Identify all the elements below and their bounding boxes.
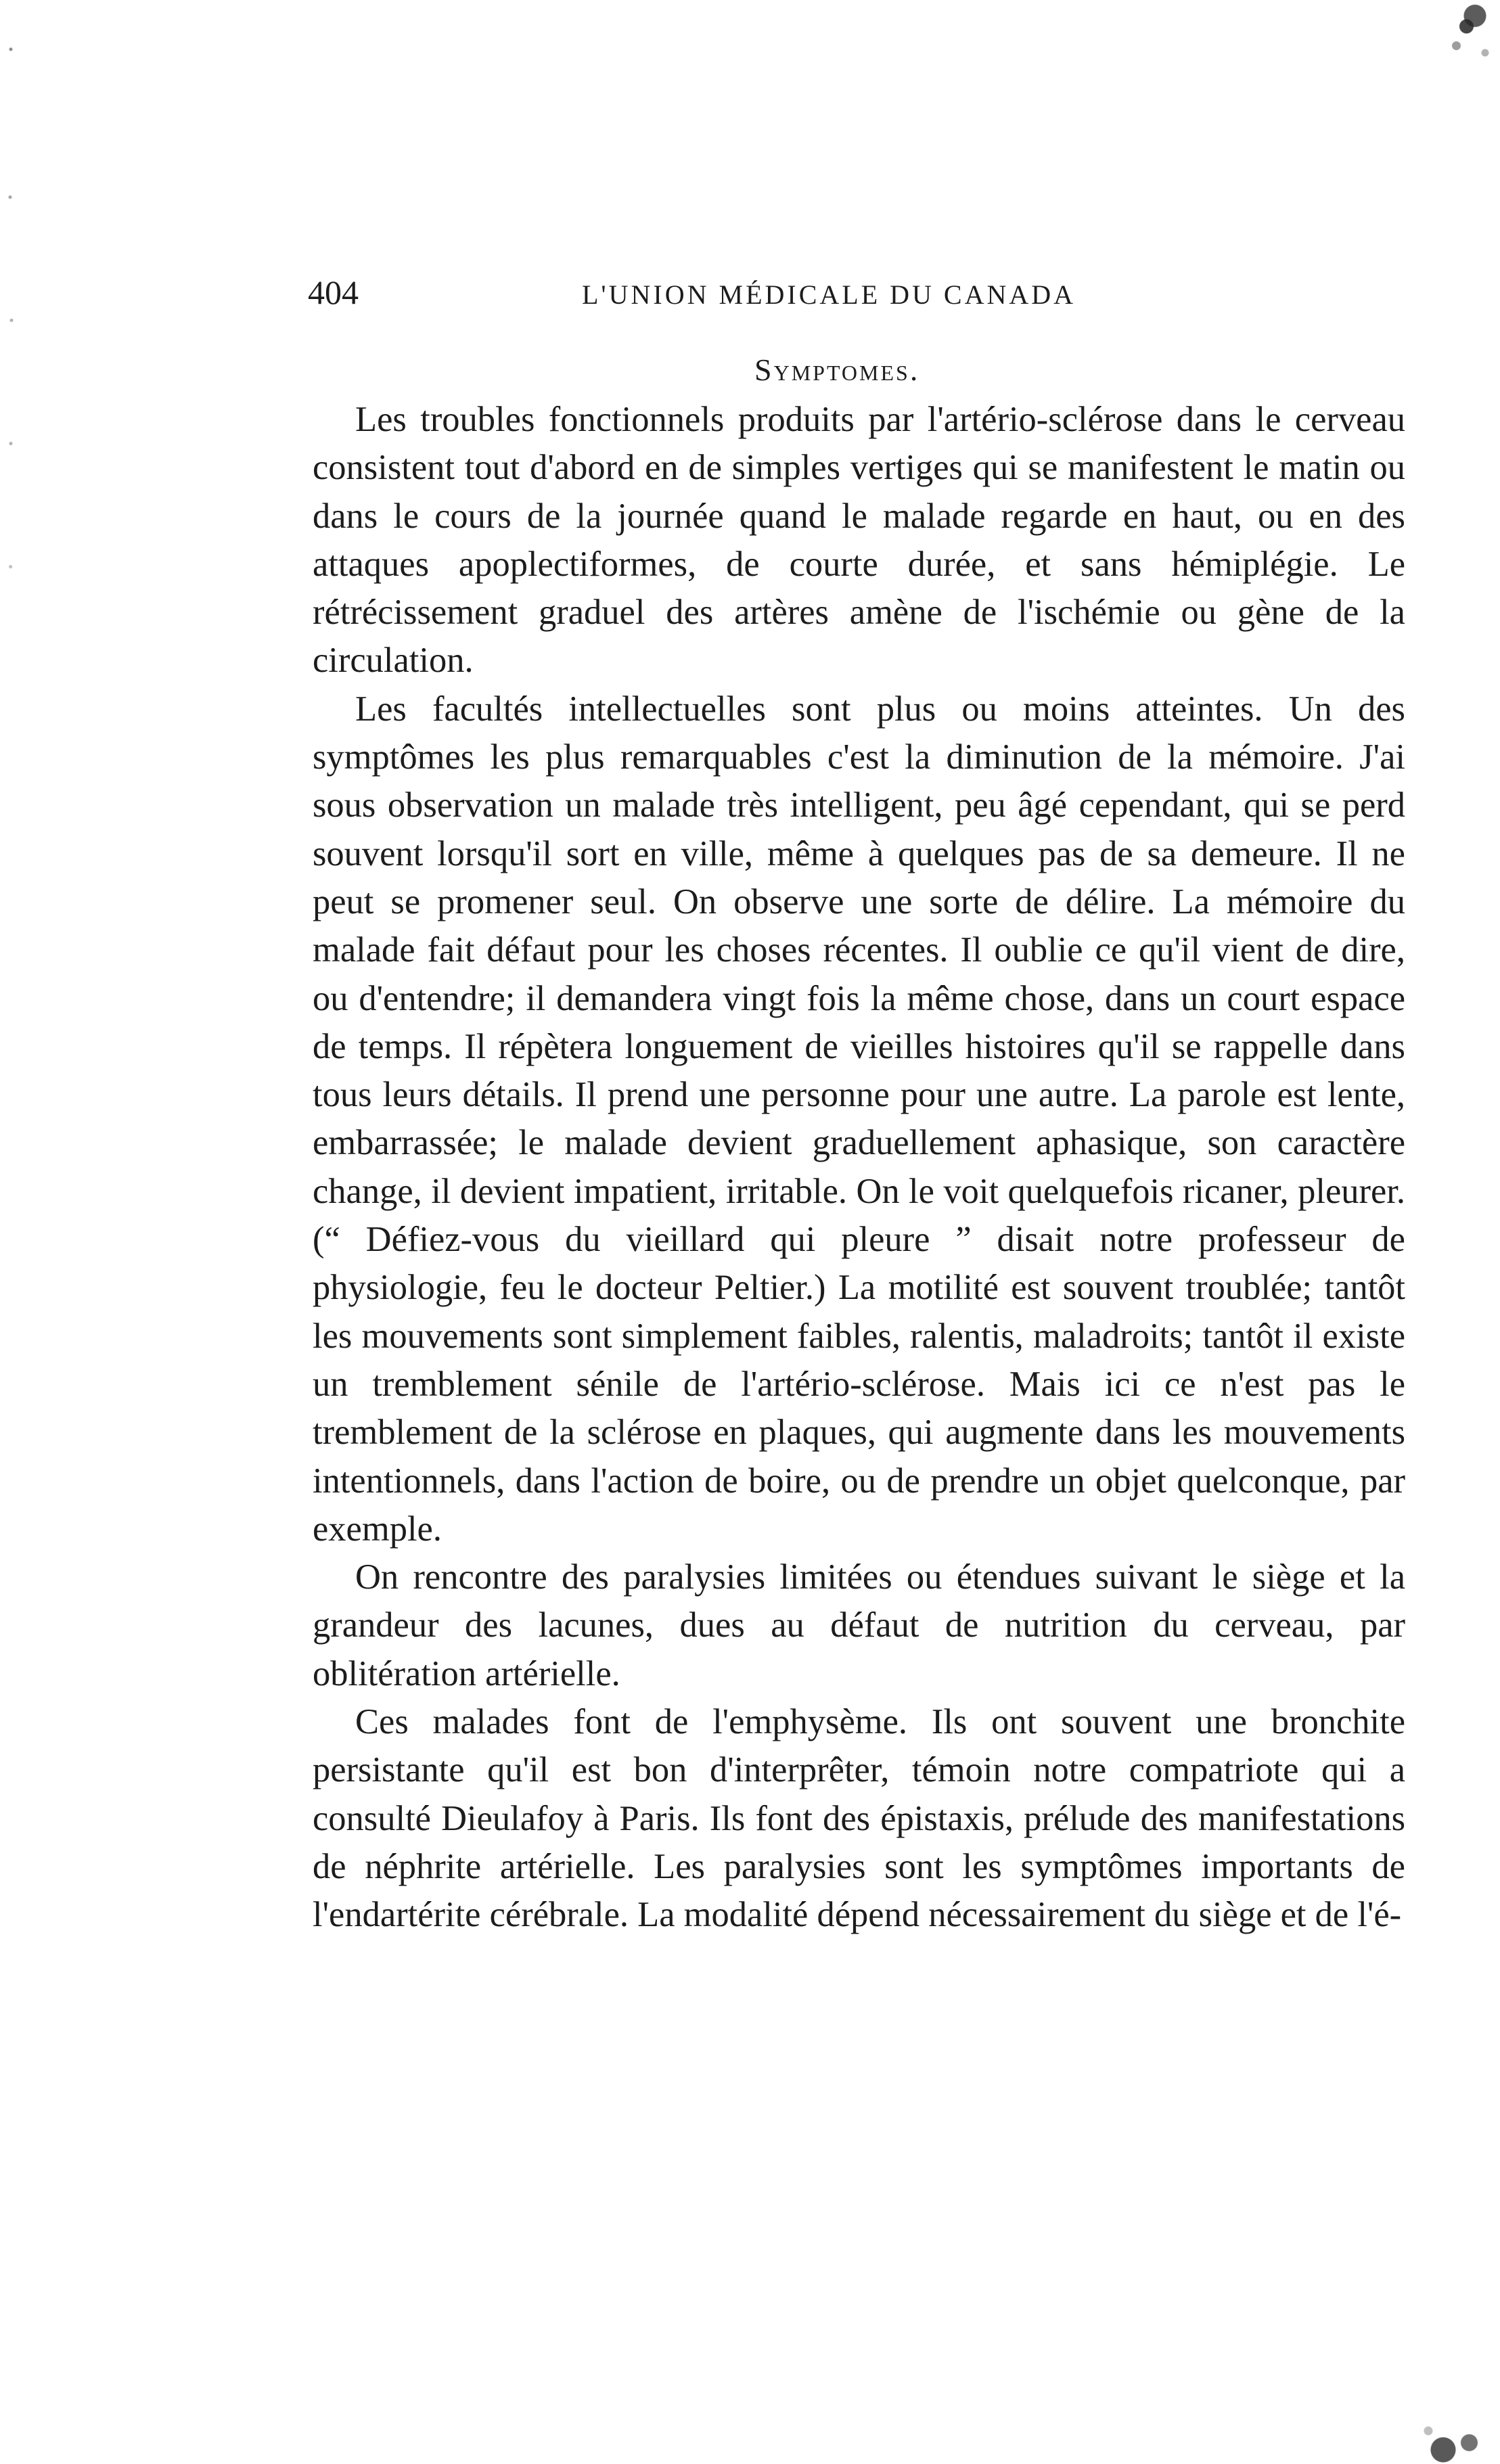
- section-title: Symptomes.: [754, 352, 920, 387]
- article-body: [313, 396, 1405, 1940]
- scan-edge-marks: [4, 0, 18, 2464]
- running-title: L'UNION MÉDICALE DU CANADA: [582, 279, 1076, 310]
- page-header: [308, 265, 1157, 319]
- paragraph-4: Ces malades font de l'emphysème. Ils ont souvent une bronchite persistante qu'il est bon d'interprêter, témoin notre compatriote qui a consulté Dieulafoy à Paris. Ils font des épistaxis, prélude des manifestations de néphrite artérielle. Les paralysies sont les symptômes importants de l'endartérite cérébrale. La modalité dépend nécessairement du siège et de l'é-: [313, 1702, 1405, 1935]
- paragraph-2: Les facultés intellectuelles sont plus ou moins atteintes. Un des symptômes les plus remarquables c'est la diminution de la mémoire. J'ai sous observation un malade très intelligent, peu âgé cependant, qui se perd souvent lorsqu'il sort en ville, même à quelques pas de sa demeure. Il ne peut se promener seul. On observe une sorte de délire. La mémoire du malade fait défaut pour les choses récentes. Il oublie ce qu'il vient de dire, ou d'entendre; il demandera vingt fois la même chose, dans un court espace de temps. Il répètera longuement de vieilles histoires qu'il se rappelle dans tous leurs détails. Il prend une personne pour une autre. La parole est lente, embarrassée; le malade devient graduellement aphasique, son caractère change, il devient impatient, irritable. On le voit quelquefois ricaner, pleurer. (“ Défiez-vous du vieillard qui pleure ” disait notre professeur de physiologie, feu le docteur Peltier.) La motilité est souvent troublée; tantôt les mouvements sont simplement faibles, ralentis, maladroits; tantôt il existe un tremblement sénile de l'artério-sclérose. Mais ici ce n'est pas le tremblement de la sclérose en plaques, qui augmente dans les mouvements intentionnels, dans l'action de boire, ou de prendre un objet quelconque, par exemple.: [313, 689, 1405, 1549]
- scan-smudge-top: [1407, 0, 1492, 88]
- page-number: 404: [308, 273, 359, 311]
- scan-smudge-bottom: [1413, 2417, 1488, 2464]
- paragraph-3: On rencontre des paralysies limitées ou étendues suivant le siège et la grandeur des lacunes, dues au défaut de nutrition du cerveau, par oblitération artérielle.: [313, 1557, 1405, 1693]
- paragraph-1: Les troubles fonctionnels produits par l'artério-sclérose dans le cerveau consistent tout d'abord en de simples vertiges qui se manifestent le matin ou dans le cours de la journée quand le malade regarde en haut, ou en des attaques apoplectiformes, de courte durée, et sans hémiplégie. Le rétrécissement graduel des artères amène de l'ischémie ou gène de la circulation.: [313, 400, 1405, 681]
